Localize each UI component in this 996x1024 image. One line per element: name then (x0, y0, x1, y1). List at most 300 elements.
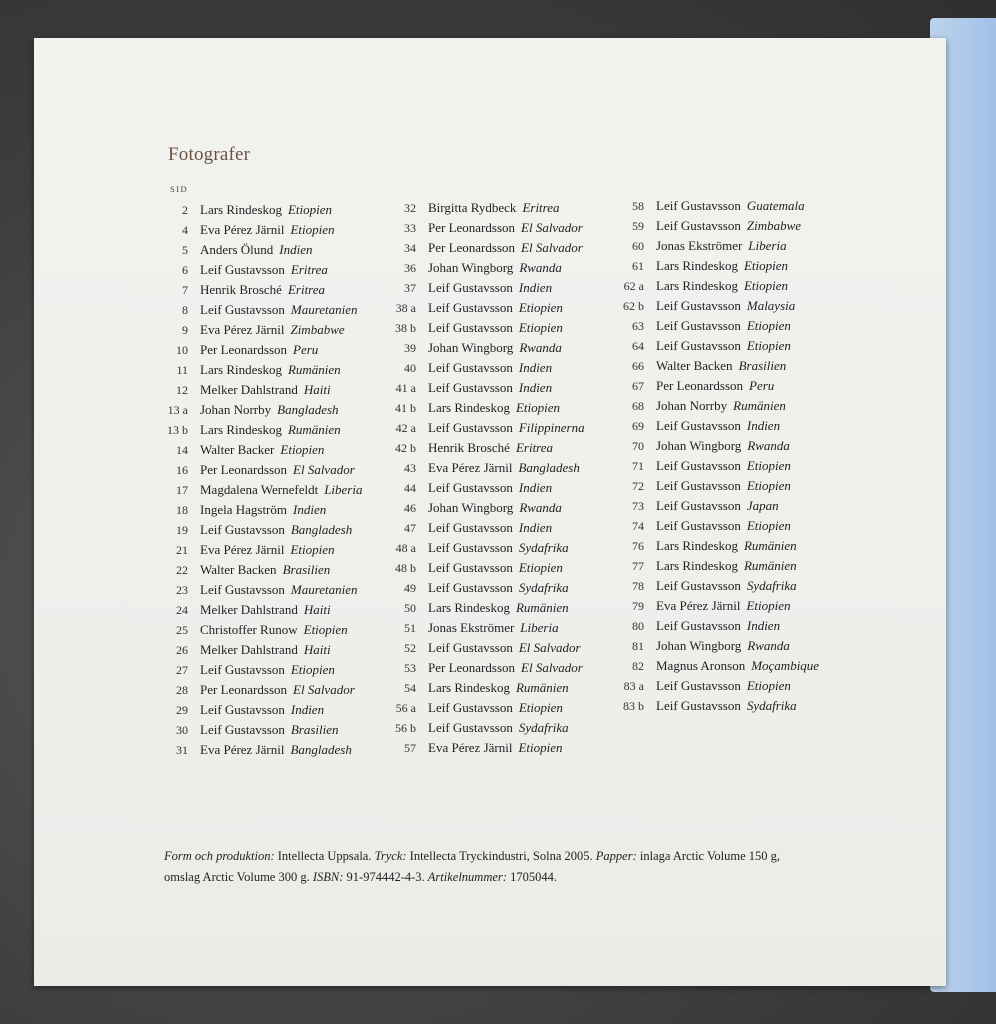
page-number: 83 b (623, 699, 644, 713)
page-number: 30 (176, 723, 188, 737)
credit-row (152, 520, 362, 540)
country-name: Indien (518, 380, 553, 395)
credit-row (608, 576, 819, 596)
page-number: 17 (176, 483, 188, 497)
page-number: 51 (404, 621, 416, 635)
photographer-name: Leif Gustavsson (428, 380, 513, 395)
page-number: 71 (632, 459, 644, 473)
credit-row (608, 476, 819, 496)
country-name: Indien (279, 242, 313, 257)
photographer-name: Leif Gustavsson (656, 198, 741, 213)
photographer-name: Leif Gustavsson (656, 298, 741, 313)
credit-row (152, 240, 362, 260)
page-number: 60 (632, 239, 644, 253)
credits-column-3 (608, 196, 819, 716)
country-name: Rumänien (515, 600, 569, 615)
credit-row (608, 596, 819, 616)
page-number: 9 (182, 323, 188, 337)
country-name: Eritrea (290, 262, 328, 277)
country-name: Brasilien (738, 358, 787, 373)
page-number: 56 b (395, 721, 416, 735)
credit-row (608, 456, 819, 476)
photographer-name: Per Leonardsson (428, 660, 516, 675)
country-name: El Salvador (293, 682, 355, 697)
credit-row (380, 438, 585, 458)
page-number: 46 (404, 501, 416, 515)
colophon-line-2 (164, 867, 864, 888)
credit-row (152, 420, 362, 440)
credit-row (152, 300, 362, 320)
country-name: Indien (746, 418, 781, 433)
credit-row (152, 260, 362, 280)
photographer-name: Walter Backen (656, 358, 733, 373)
credit-row (152, 720, 362, 740)
photographer-name: Leif Gustavsson (428, 320, 513, 335)
page-number: 48 a (395, 541, 416, 555)
credit-row (608, 276, 819, 296)
page-number: 74 (632, 519, 644, 533)
page-number: 42 a (395, 421, 416, 435)
credit-row (608, 676, 819, 696)
country-name: Etiopien (287, 202, 333, 217)
page-number: 54 (404, 681, 416, 695)
country-name: Etiopien (518, 740, 563, 755)
page-number: 23 (176, 583, 188, 597)
page-number: 72 (632, 479, 644, 493)
country-name: Mauretanien (290, 302, 358, 317)
credit-row (608, 656, 819, 676)
page-number: 48 b (395, 561, 416, 575)
page-number: 53 (404, 661, 416, 675)
page-number: 13 a (167, 403, 188, 417)
photographer-name: Jonas Ekströmer (428, 620, 515, 635)
photographer-name: Eva Pérez Järnil (428, 740, 513, 755)
credit-row (152, 640, 362, 660)
colophon-text: inlaga Arctic Volume 150 g, (636, 849, 781, 863)
credit-row (152, 600, 362, 620)
page-number: 49 (404, 581, 416, 595)
credit-row (380, 458, 585, 478)
page-number: 64 (632, 339, 644, 353)
credit-row (152, 340, 362, 360)
credit-row (380, 598, 585, 618)
country-name: Sydafrika (746, 698, 797, 713)
credit-row (380, 418, 585, 438)
page-number: 7 (182, 283, 188, 297)
photographer-name: Leif Gustavsson (656, 318, 741, 333)
photographer-name: Jonas Ekströmer (656, 238, 743, 253)
photographer-name: Per Leonardsson (428, 220, 516, 235)
credit-row (380, 518, 585, 538)
page-number: 47 (404, 521, 416, 535)
country-name: Indien (746, 618, 781, 633)
country-name: Etiopien (746, 338, 791, 353)
photographer-name: Magnus Aronson (656, 658, 746, 673)
country-name: Indien (293, 502, 327, 517)
page-number: 43 (404, 461, 416, 475)
country-name: Etiopien (518, 300, 563, 315)
photographer-name: Leif Gustavsson (656, 478, 741, 493)
country-name: Indien (290, 702, 325, 717)
photographer-name: Lars Rindeskog (656, 278, 738, 293)
photographer-name: Per Leonardsson (200, 462, 288, 477)
sid-label: SID (170, 184, 189, 194)
country-name: Etiopien (518, 700, 563, 715)
credit-row (608, 356, 819, 376)
photographer-name: Leif Gustavsson (428, 540, 513, 555)
country-name: Malaysia (746, 298, 796, 313)
photographer-name: Magdalena Wernefeldt (200, 482, 319, 497)
photographer-name: Leif Gustavsson (656, 618, 741, 633)
page-number: 38 b (395, 321, 416, 335)
country-name: Rwanda (747, 438, 790, 453)
photographer-name: Eva Pérez Järnil (428, 460, 513, 475)
page-number: 4 (182, 223, 188, 237)
country-name: Etiopien (743, 258, 789, 273)
photographer-name: Per Leonardsson (656, 378, 744, 393)
colophon-text: omslag Arctic Volume 300 g. (164, 870, 313, 884)
credit-row (608, 416, 819, 436)
country-name: Haiti (303, 642, 331, 657)
page-number: 78 (632, 579, 644, 593)
colophon-text: 91-974442-4-3. (343, 870, 428, 884)
country-name: Rumänien (733, 398, 786, 413)
page-number: 62 a (623, 279, 644, 293)
page-number: 59 (632, 219, 644, 233)
credit-row (608, 496, 819, 516)
photographer-name: Melker Dahlstrand (200, 642, 298, 657)
photographer-name: Lars Rindeskog (428, 600, 510, 615)
page-number: 39 (404, 341, 416, 355)
country-name: El Salvador (518, 640, 581, 655)
page-number: 33 (404, 221, 416, 235)
photographer-name: Leif Gustavsson (200, 662, 285, 677)
credit-row (152, 320, 362, 340)
credit-row (608, 396, 819, 416)
credit-row (152, 680, 362, 700)
country-name: Bangladesh (518, 460, 580, 475)
page-number: 14 (176, 443, 188, 457)
photographer-name: Henrik Brosché (200, 282, 282, 297)
country-name: Rwanda (519, 260, 562, 275)
page-number: 41 a (395, 381, 416, 395)
country-name: Etiopien (515, 400, 561, 415)
photographer-name: Leif Gustavsson (428, 480, 513, 495)
page-number: 83 a (623, 679, 644, 693)
country-name: Indien (518, 360, 553, 375)
page-number: 29 (176, 703, 188, 717)
photographer-name: Lars Rindeskog (200, 202, 282, 217)
page-number: 81 (632, 639, 644, 653)
page-number: 62 b (623, 299, 644, 313)
photographer-name: Leif Gustavsson (656, 518, 741, 533)
credit-row (608, 536, 819, 556)
credit-row (380, 498, 585, 518)
country-name: Brasilien (290, 722, 339, 737)
credit-row (152, 200, 362, 220)
photographer-name: Leif Gustavsson (200, 302, 285, 317)
photographer-name: Lars Rindeskog (428, 680, 510, 695)
credit-row (380, 658, 585, 678)
credit-row (152, 220, 362, 240)
country-name: Liberia (748, 238, 787, 253)
page-number: 12 (176, 383, 188, 397)
page-number: 2 (182, 203, 188, 217)
page-number: 44 (404, 481, 416, 495)
page-number: 76 (632, 539, 644, 553)
country-name: Etiopien (518, 560, 563, 575)
country-name: Liberia (520, 620, 559, 635)
photographer-name: Leif Gustavsson (428, 280, 513, 295)
page-number: 13 b (167, 423, 188, 437)
photographer-name: Walter Backen (200, 562, 277, 577)
photographer-name: Per Leonardsson (200, 342, 288, 357)
credit-row (608, 436, 819, 456)
page-number: 56 a (395, 701, 416, 715)
country-name: Bangladesh (290, 742, 352, 757)
credit-row (152, 540, 362, 560)
credit-row (380, 538, 585, 558)
credit-row (152, 740, 362, 760)
photographer-name: Eva Pérez Järnil (200, 222, 285, 237)
photographer-name: Lars Rindeskog (656, 538, 738, 553)
photographer-name: Leif Gustavsson (428, 580, 513, 595)
country-name: Peru (293, 342, 319, 357)
page-number: 26 (176, 643, 188, 657)
credit-row (380, 238, 585, 258)
page-number: 42 b (395, 441, 416, 455)
country-name: Etiopien (290, 222, 335, 237)
credit-row (152, 400, 362, 420)
credit-row (380, 738, 585, 758)
page-number: 5 (182, 243, 188, 257)
photographer-name: Leif Gustavsson (656, 578, 741, 593)
credit-row (608, 336, 819, 356)
photographer-name: Birgitta Rydbeck (428, 200, 517, 215)
page-number: 69 (632, 419, 644, 433)
credit-row (380, 678, 585, 698)
page-number: 25 (176, 623, 188, 637)
credits-column-2 (380, 198, 585, 758)
colophon-line-1 (164, 846, 864, 867)
page-number: 11 (176, 363, 188, 377)
page-number: 36 (404, 261, 416, 275)
country-name: Rumänien (743, 538, 797, 553)
country-name: Etiopien (746, 598, 791, 613)
country-name: Japan (746, 498, 779, 513)
credit-row (380, 718, 585, 738)
country-name: Etiopien (290, 542, 335, 557)
page-number: 8 (182, 303, 188, 317)
page-number: 18 (176, 503, 188, 517)
page-number: 40 (404, 361, 416, 375)
photographer-name: Leif Gustavsson (656, 418, 741, 433)
country-name: Sydafrika (746, 578, 797, 593)
photographer-name: Christoffer Runow (200, 622, 298, 637)
photographer-name: Lars Rindeskog (200, 422, 282, 437)
page-number: 77 (632, 559, 644, 573)
colophon-label: Artikelnummer: (427, 870, 507, 884)
country-name: Indien (518, 480, 553, 495)
country-name: Rwanda (519, 340, 562, 355)
credit-row (380, 198, 585, 218)
photographer-name: Leif Gustavsson (656, 498, 741, 513)
page-number: 63 (632, 319, 644, 333)
credit-row (152, 460, 362, 480)
photographer-name: Leif Gustavsson (428, 640, 513, 655)
credit-row (380, 558, 585, 578)
page-number: 6 (182, 263, 188, 277)
page-number: 38 a (395, 301, 416, 315)
credit-row (608, 696, 819, 716)
colophon-text: Intellecta Tryckindustri, Solna 2005. (406, 849, 596, 863)
page-number: 80 (632, 619, 644, 633)
photographer-name: Johan Wingborg (428, 260, 514, 275)
country-name: Etiopien (280, 442, 325, 457)
photographer-name: Lars Rindeskog (656, 258, 738, 273)
photographer-name: Johan Wingborg (656, 438, 742, 453)
country-name: Rumänien (287, 362, 341, 377)
country-name: Etiopien (290, 662, 335, 677)
country-name: Sydafrika (518, 720, 569, 735)
photographer-name: Leif Gustavsson (428, 560, 513, 575)
country-name: Rumänien (287, 422, 341, 437)
page-number: 57 (404, 741, 416, 755)
country-name: Rwanda (747, 638, 790, 653)
country-name: Liberia (324, 482, 363, 497)
credit-row (152, 500, 362, 520)
photographer-name: Leif Gustavsson (428, 420, 513, 435)
credit-row (152, 440, 362, 460)
credit-row (608, 556, 819, 576)
page-number: 32 (404, 201, 416, 215)
page-number: 67 (632, 379, 644, 393)
country-name: El Salvador (521, 660, 583, 675)
colophon-label: Form och produktion: (164, 849, 275, 863)
credit-row (608, 316, 819, 336)
country-name: El Salvador (293, 462, 355, 477)
credits-column-1 (152, 200, 362, 760)
photographer-name: Leif Gustavsson (200, 722, 285, 737)
photographer-name: Melker Dahlstrand (200, 382, 298, 397)
photographer-name: Per Leonardsson (428, 240, 516, 255)
page-number: 41 b (395, 401, 416, 415)
credit-row (152, 280, 362, 300)
credit-row (608, 376, 819, 396)
page-number: 61 (632, 259, 644, 273)
credit-row (608, 296, 819, 316)
photographer-name: Eva Pérez Järnil (200, 542, 285, 557)
photographer-name: Melker Dahlstrand (200, 602, 298, 617)
photographer-name: Leif Gustavsson (200, 702, 285, 717)
page-number: 70 (632, 439, 644, 453)
country-name: Bangladesh (277, 402, 339, 417)
page-number: 79 (632, 599, 644, 613)
page-number: 22 (176, 563, 188, 577)
country-name: Rumänien (515, 680, 569, 695)
country-name: Etiopien (746, 678, 791, 693)
photographer-name: Johan Wingborg (428, 340, 514, 355)
photographer-name: Johan Norrby (656, 398, 728, 413)
credit-row (152, 660, 362, 680)
credit-row (380, 618, 585, 638)
page-number: 68 (632, 399, 644, 413)
country-name: Brasilien (282, 562, 331, 577)
colophon-text: Intellecta Uppsala. (274, 849, 375, 863)
country-name: Filippinerna (518, 420, 585, 435)
country-name: Etiopien (743, 278, 789, 293)
credit-row (380, 318, 585, 338)
country-name: Rwanda (519, 500, 562, 515)
page-title: Fotografer (168, 144, 251, 165)
colophon-label: Papper: (595, 849, 637, 863)
credit-row (380, 578, 585, 598)
credit-row (152, 700, 362, 720)
credit-row (152, 560, 362, 580)
photographer-name: Johan Wingborg (428, 500, 514, 515)
page-number: 31 (176, 743, 188, 757)
credit-row (380, 698, 585, 718)
credit-row (152, 580, 362, 600)
country-name: Guatemala (746, 198, 805, 213)
page-number: 52 (404, 641, 416, 655)
photographer-name: Johan Wingborg (656, 638, 742, 653)
photographer-name: Henrik Brosché (428, 440, 510, 455)
photographer-name: Leif Gustavsson (428, 520, 513, 535)
photographer-name: Leif Gustavsson (428, 300, 513, 315)
photographer-name: Leif Gustavsson (428, 720, 513, 735)
photographer-name: Anders Ölund (200, 242, 274, 257)
page-number: 82 (632, 659, 644, 673)
photographer-name: Leif Gustavsson (656, 678, 741, 693)
country-name: Haiti (303, 602, 331, 617)
credit-row (380, 258, 585, 278)
photographer-name: Walter Backer (200, 442, 275, 457)
page-number: 27 (176, 663, 188, 677)
country-name: Sydafrika (518, 540, 569, 555)
country-name: Etiopien (746, 478, 791, 493)
credit-row (380, 638, 585, 658)
photographer-name: Leif Gustavsson (428, 360, 513, 375)
country-name: Etiopien (303, 622, 348, 637)
photographer-name: Leif Gustavsson (200, 262, 285, 277)
credit-row (380, 278, 585, 298)
page-number: 28 (176, 683, 188, 697)
credit-row (380, 398, 585, 418)
country-name: Rumänien (743, 558, 797, 573)
photographer-name: Leif Gustavsson (200, 522, 285, 537)
country-name: Peru (749, 378, 775, 393)
photographer-name: Leif Gustavsson (656, 338, 741, 353)
photographer-name: Eva Pérez Järnil (200, 742, 285, 757)
country-name: Indien (518, 520, 553, 535)
photographer-name: Lars Rindeskog (656, 558, 738, 573)
page-number: 58 (632, 199, 644, 213)
photographer-name: Leif Gustavsson (428, 700, 513, 715)
country-name: El Salvador (521, 220, 583, 235)
page-number: 34 (404, 241, 416, 255)
country-name: Etiopien (746, 458, 791, 473)
book-page (34, 38, 946, 986)
page-number: 19 (176, 523, 188, 537)
country-name: Indien (518, 280, 553, 295)
page-number: 21 (176, 543, 188, 557)
photographer-name: Leif Gustavsson (656, 218, 741, 233)
country-name: Eritrea (515, 440, 554, 455)
credit-row (380, 478, 585, 498)
country-name: Sydafrika (518, 580, 569, 595)
country-name: Eritrea (522, 200, 560, 215)
